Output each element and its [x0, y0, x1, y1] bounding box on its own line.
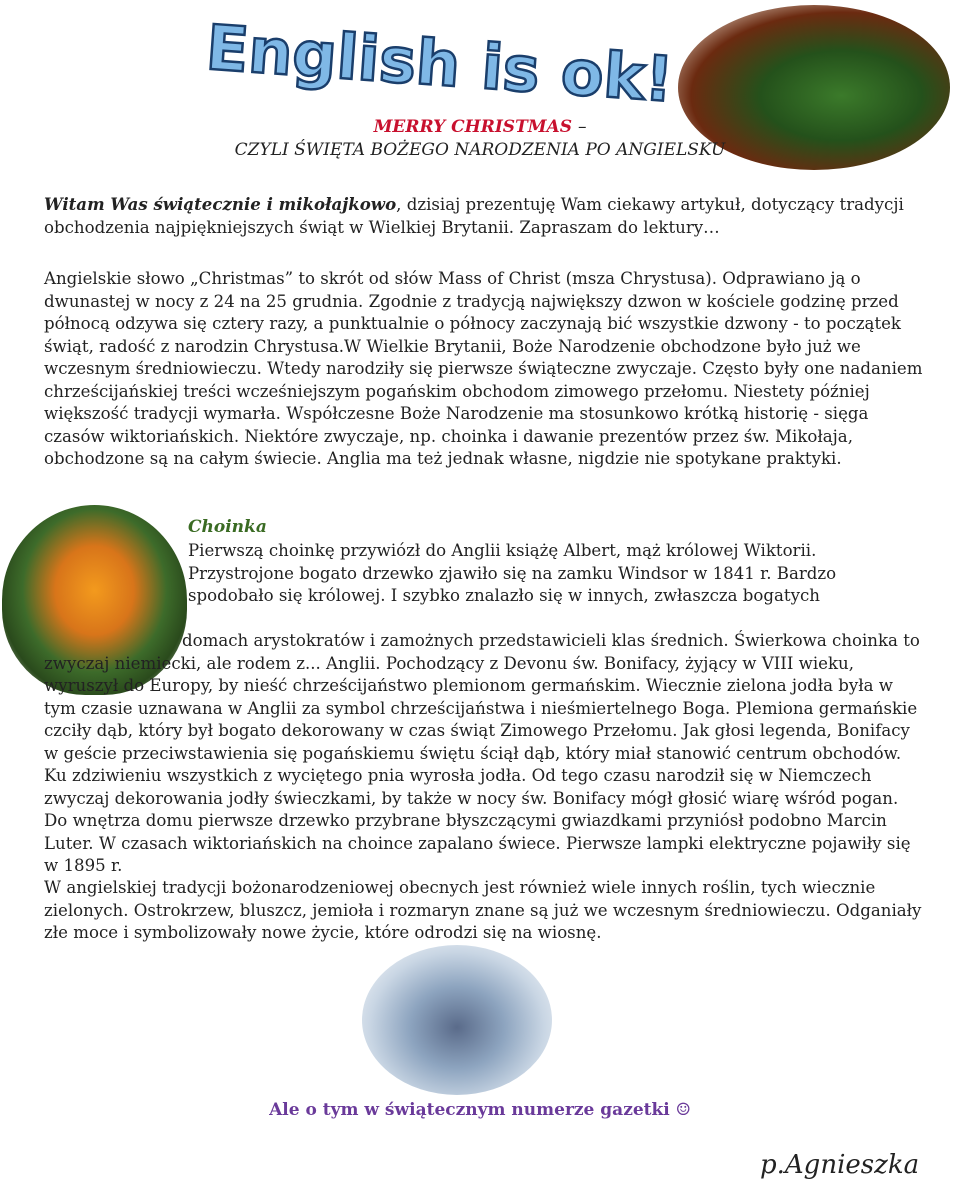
title-line-1: [230, 117, 730, 137]
title-line-2: CZYLI ŚWIĘTA BOŻEGO NARODZENIA PO ANGIELSKU: [234, 140, 726, 160]
choinka-paragraph-part1: Pierwszą choinkę przywiózł do Anglii książę Albert, mąż królowej Wiktorii. Przystrojone bogato drzewko zjawiło się na zamku Windsor w 1841 r. Bardzo spodobało się królowej. I szybko znalazło się w innych, zwłaszcza bogatych: [188, 541, 837, 605]
intro-lead: Witam Was świątecznie i mikołajkowo: [44, 194, 397, 214]
choinka-paragraph-part2: [44, 630, 924, 878]
paragraph-christmas-origin: Angielskie słowo „Christmas” to skrót od słów Mass of Christ (msza Chrystusa). Odprawiano ją o dwunastej w nocy z 24 na 25 grudnia. Zgodnie z tradycją największy dzwon w kościele godzinę przed północą odzywa się cztery razy, a punktualnie o północy zaczynają bić wszystkie dzwony - to początek świąt, radość z narodzin Chrystusa.W Wielkie Brytanii, Boże Narodzenie obchodzone było już we wczesnym średniowieczu. Wtedy narodziły się pierwsze świąteczne zwyczaje. Często były one nadaniem chrześcijańskiej treści wcześniejszym pogańskim obchodom zimowego przełomu. Niestety później większość tradycji wymarła. Współczesne Boże Narodzenie ma stosunkowo krótką historię - sięga czasów wiktoriańskich. Niektóre zwyczaje, np. choinka i dawanie prezentów przez św. Mikołaja, obchodzone są na całym świecie. Anglia ma też jednak własne, nigdzie nie spotykane praktyki.: [44, 269, 923, 468]
paragraph-evergreen-plants: W angielskiej tradycji bożonarodzeniowej obecnych jest również wiele innych roślin, tych wiecznie zielonych. Ostrokrzew, bluszcz, jemioła i rozmaryn znane są już we wczesnym średniowieczu. Odganiały złe moce i symbolizowały nowe życie, które odrodzi się na wiosnę.: [44, 878, 922, 942]
english-is-ok-logo: [203, 5, 676, 117]
svg-text:English is ok!: English is ok!: [203, 10, 676, 117]
section-heading-choinka: Choinka: [188, 517, 267, 537]
title-dash: –: [577, 117, 587, 137]
choinka-text-part2: domach arystokratów i zamożnych przedstawicieli klas średnich. Świerkowa choinka to zwyczaj niemiecki, ale rodem z... Anglii. Pochodzący z Devonu św. Bonifacy, żyjący w VIII wieku, wyruszył do Europy, by nieść chrześcijaństwo plemionom germańskim. Wiecznie zielona jodła była w tym czasie uznawana w Anglii za symbol chrześcijaństwa i nieśmiertelnego Boga. Plemiona germańskie czciły dąb, który był bogato dekorowany w czas świąt Zimowego Przełomu. Jak głosi legenda, Bonifacy w geście przeciwstawienia się pogańskiemu świętu ściął dąb, który miał stanowić centrum obchodów. Ku zdziwieniu wszystkich z wyciętego pnia wyrosła jodła. Od tego czasu narodził się w Niemczech zwyczaj dekorowania jodły świeczkami, by także w nocy św. Bonifacy mógł głosić wiarę wśród pogan. Do wnętrza domu pierwsze drzewko przybrane błyszczącymi gwiazdkami przyniósł podobno Marcin Luter. W czasach wiktoriańskich na choince zapalano świece. Pierwsze lampki elektryczne pojawiły się w 1895 r.: [44, 631, 920, 875]
intro-text: , dzisiaj prezentuję Wam ciekawy artykuł, dotyczący tradycji obchodzenia najpiękniejszych świąt w Wielkiej Brytanii. Zapraszam do lektury…: [44, 195, 904, 237]
closing-line: Ale o tym w świątecznym numerze gazetki ☺: [269, 1100, 691, 1120]
winter-church-scene-image: [362, 945, 552, 1095]
title-merry-christmas: MERRY CHRISTMAS: [373, 117, 573, 137]
signature: p.Agnieszka: [760, 1150, 920, 1180]
intro-paragraph: [44, 193, 924, 239]
